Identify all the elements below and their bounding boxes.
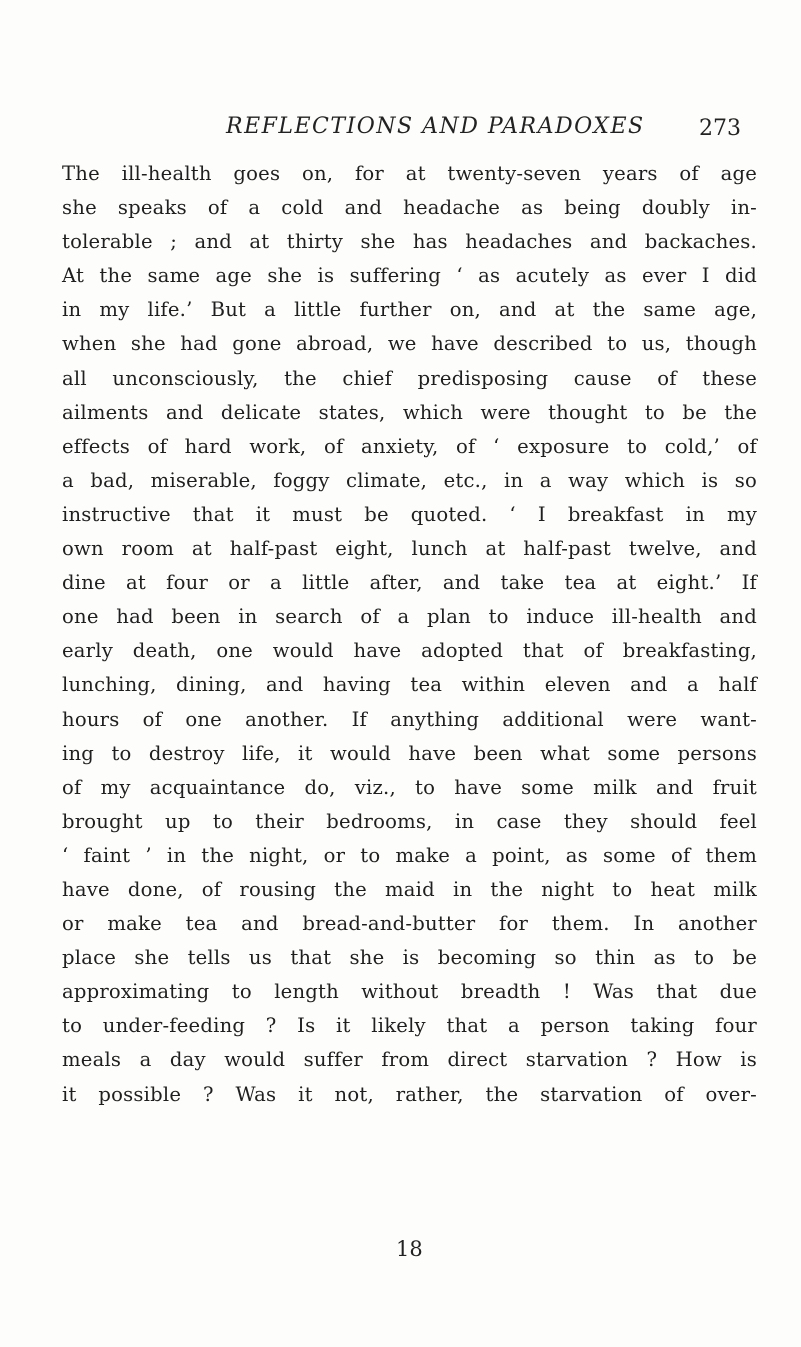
- body-paragraph: [62, 157, 757, 1112]
- text-line: or make tea and bread-and-butter for them. In another: [62, 912, 757, 936]
- text-line: when she had gone abroad, we have described to us, though: [62, 332, 757, 356]
- text-line: effects of hard work, of anxiety, of ‘ exposure to cold,’ of: [62, 434, 757, 458]
- text-line: ing to destroy life, it would have been what some persons: [62, 741, 757, 765]
- text-line: brought up to their bedrooms, in case they should feel: [62, 809, 757, 833]
- text-line: meals a day would suffer from direct starvation ? How is: [62, 1048, 757, 1072]
- text-line: all unconsciously, the chief predisposing cause of these: [62, 366, 757, 390]
- text-line: to under-feeding ? Is it likely that a person taking four: [62, 1014, 757, 1038]
- text-line: lunching, dining, and having tea within eleven and a half: [62, 673, 757, 697]
- text-line: approximating to length without breadth ! Was that due: [62, 980, 757, 1004]
- text-line: At the same age she is suffering ‘ as acutely as ever I did: [62, 264, 757, 288]
- text-line: The ill-health goes on, for at twenty-seven years of age: [62, 162, 757, 185]
- text-line: she speaks of a cold and headache as being doubly in-: [62, 196, 757, 220]
- text-line: own room at half-past eight, lunch at half-past twelve, and: [62, 537, 757, 561]
- text-line: place she tells us that she is becoming so thin as to be: [62, 946, 757, 970]
- page-number: 273: [699, 116, 741, 141]
- text-line: it possible ? Was it not, rather, the starvation of over-: [62, 1082, 757, 1106]
- running-title: REFLECTIONS AND PARADOXES: [226, 114, 645, 139]
- text-line: dine at four or a little after, and take tea at eight.’ If: [62, 571, 757, 595]
- text-line: have done, of rousing the maid in the night to heat milk: [62, 877, 757, 901]
- signature-mark: 18: [396, 1237, 423, 1261]
- text-line: in my life.’ But a little further on, and at the same age,: [62, 298, 757, 322]
- text-line: ‘ faint ’ in the night, or to make a point, as some of them: [62, 843, 757, 867]
- text-line: ailments and delicate states, which were thought to be the: [62, 400, 757, 424]
- text-line: a bad, miserable, foggy climate, etc., in a way which is so: [62, 468, 757, 492]
- text-line: instructive that it must be quoted. ‘ I breakfast in my: [62, 502, 757, 526]
- running-head: [0, 114, 801, 154]
- text-line: early death, one would have adopted that of breakfasting,: [62, 639, 757, 663]
- text-line: of my acquaintance do, viz., to have some milk and fruit: [62, 775, 757, 799]
- text-line: tolerable ; and at thirty she has headaches and backaches.: [62, 230, 757, 254]
- text-line: one had been in search of a plan to induce ill-health and: [62, 605, 757, 629]
- text-line: hours of one another. If anything additional were want-: [62, 707, 757, 731]
